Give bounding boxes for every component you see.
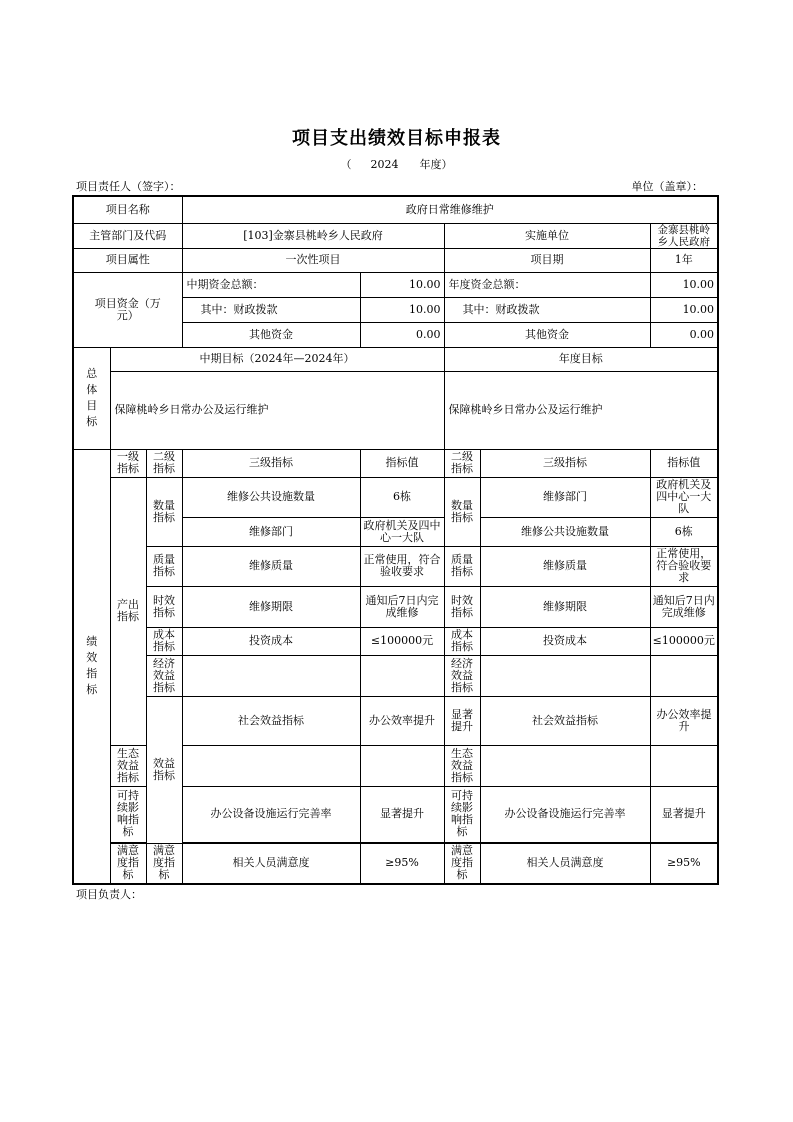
quality-label: 质量指标	[146, 546, 182, 586]
mid-economic-name	[182, 655, 360, 696]
mid-economic-val	[360, 655, 444, 696]
mid-time-val: 通知后7日内完成维修	[360, 586, 444, 627]
economic-label-year: 经济效益指标	[444, 655, 480, 696]
dept-label: 主管部门及代码	[73, 223, 182, 248]
mid-fiscal-label: 其中：财政拨款	[182, 297, 360, 322]
year-goal-text: 保障桃岭乡日常办公及运行维护	[444, 371, 718, 449]
year-sustain-val: 显著提升	[650, 786, 718, 842]
mid-cost-name: 投资成本	[182, 627, 360, 655]
mid-total-label: 中期资金总额：	[182, 272, 360, 297]
dept-value: [103]金寨县桃岭乡人民政府	[182, 223, 444, 248]
project-name-label: 项目名称	[73, 196, 182, 223]
indicators-label: 绩效指标	[73, 449, 110, 884]
impl-label: 实施单位	[444, 223, 650, 248]
attr-value: 一次性项目	[182, 248, 444, 272]
goals-label: 总体目标	[73, 347, 110, 449]
mid-other-label: 其他资金	[182, 322, 360, 347]
project-name-value: 政府日常维修维护	[182, 196, 718, 223]
sustainable-label: 可持续影响指标	[110, 786, 146, 842]
year-line	[0, 156, 793, 172]
col-l2-year: 二级指标	[444, 449, 480, 477]
col-val-year: 指标值	[650, 449, 718, 477]
col-l3: 三级指标	[182, 449, 360, 477]
quantity-label-year: 数量指标	[444, 477, 480, 546]
performance-table	[72, 195, 719, 885]
mid-satis-name: 相关人员满意度	[182, 843, 360, 884]
year-economic-name	[480, 655, 650, 696]
mid-social-val: 显著提升	[444, 696, 480, 745]
satisfaction-l1: 满意度指标	[110, 843, 146, 884]
year-q2-name: 维修公共设施数量	[480, 517, 650, 546]
year-value: 2024	[370, 158, 399, 171]
year-suffix: 年度）	[419, 158, 453, 171]
mid-total-value: 10.00	[360, 272, 444, 297]
year-fiscal-value: 10.00	[650, 297, 718, 322]
sustainable-label-year: 可持续影响指标	[444, 786, 480, 842]
period-value: 1年	[650, 248, 718, 272]
timeliness-label-year: 时效指标	[444, 586, 480, 627]
mid-goal-text: 保障桃岭乡日常办公及运行维护	[110, 371, 444, 449]
ecological-label-year: 生态效益指标	[444, 745, 480, 786]
mid-time-name: 维修期限	[182, 586, 360, 627]
year-satis-name: 相关人员满意度	[480, 843, 650, 884]
owner-label: 项目负责人：	[76, 888, 142, 901]
year-total-value: 10.00	[650, 272, 718, 297]
cost-label-year: 成本指标	[444, 627, 480, 655]
year-satis-val: ≥95%	[650, 843, 718, 884]
year-total-label: 年度资金总额：	[444, 272, 650, 297]
funds-label: 项目资金（万元）	[73, 272, 182, 347]
unit-label: 单位（盖章）：	[631, 180, 703, 193]
timeliness-label: 时效指标	[146, 586, 182, 627]
satisfaction-label: 满意度指标	[146, 843, 182, 884]
mid-cost-val: ≤100000元	[360, 627, 444, 655]
social-label: 社会效益指标	[182, 696, 360, 745]
mid-satis-val: ≥95%	[360, 843, 444, 884]
col-l3-year: 三级指标	[480, 449, 650, 477]
effect-label: 效益指标	[146, 696, 182, 843]
social-label-year: 社会效益指标	[480, 696, 650, 745]
mid-sustain-val: 显著提升	[360, 786, 444, 842]
cost-label: 成本指标	[146, 627, 182, 655]
year-quality-val: 正常使用，符合验收要求	[650, 546, 718, 586]
year-time-name: 维修期限	[480, 586, 650, 627]
mid-q1-val: 6栋	[360, 477, 444, 517]
year-q1-val: 政府机关及四中心一大队	[650, 477, 718, 517]
year-time-val: 通知后7日内完成维修	[650, 586, 718, 627]
year-cost-val: ≤100000元	[650, 627, 718, 655]
mid-q1-name: 维修公共设施数量	[182, 477, 360, 517]
mid-social-name: 办公效率提升	[360, 696, 444, 745]
year-goal-header: 年度目标	[444, 347, 718, 371]
quality-label-year: 质量指标	[444, 546, 480, 586]
year-open: （	[340, 158, 352, 171]
page-title: 项目支出绩效目标申报表	[292, 128, 501, 149]
col-l1: 一级指标	[110, 449, 146, 477]
year-q1-name: 维修部门	[480, 477, 650, 517]
year-other-value: 0.00	[650, 322, 718, 347]
mid-q2-name: 维修部门	[182, 517, 360, 546]
mid-ecological-val	[360, 745, 444, 786]
output-label: 产出指标	[110, 477, 146, 745]
ecological-label: 生态效益指标	[110, 745, 146, 786]
attr-label: 项目属性	[73, 248, 182, 272]
period-label: 项目期	[444, 248, 650, 272]
economic-label: 经济效益指标	[146, 655, 182, 696]
satisfaction-label-year: 满意度指标	[444, 843, 480, 884]
col-val: 指标值	[360, 449, 444, 477]
year-economic-val	[650, 655, 718, 696]
year-other-label: 其他资金	[444, 322, 650, 347]
year-ecological-val	[650, 745, 718, 786]
mid-other-value: 0.00	[360, 322, 444, 347]
mid-fiscal-value: 10.00	[360, 297, 444, 322]
year-q2-val: 6栋	[650, 517, 718, 546]
year-ecological-name	[480, 745, 650, 786]
mid-q2-val: 政府机关及四中心一大队	[360, 517, 444, 546]
mid-quality-name: 维修质量	[182, 546, 360, 586]
impl-value: 金寨县桃岭乡人民政府	[650, 223, 718, 248]
year-sustain-name: 办公设备设施运行完善率	[480, 786, 650, 842]
col-l2: 二级指标	[146, 449, 182, 477]
year-social-name: 办公效率提升	[650, 696, 718, 745]
year-fiscal-label: 其中：财政拨款	[444, 297, 650, 322]
year-cost-name: 投资成本	[480, 627, 650, 655]
responsible-label: 项目责任人（签字）：	[76, 180, 181, 193]
mid-sustain-name: 办公设备设施运行完善率	[182, 786, 360, 842]
mid-quality-val: 正常使用，符合验收要求	[360, 546, 444, 586]
year-quality-name: 维修质量	[480, 546, 650, 586]
quantity-label: 数量指标	[146, 477, 182, 546]
mid-goal-header: 中期目标（2024年—2024年）	[110, 347, 444, 371]
mid-ecological-name	[182, 745, 360, 786]
